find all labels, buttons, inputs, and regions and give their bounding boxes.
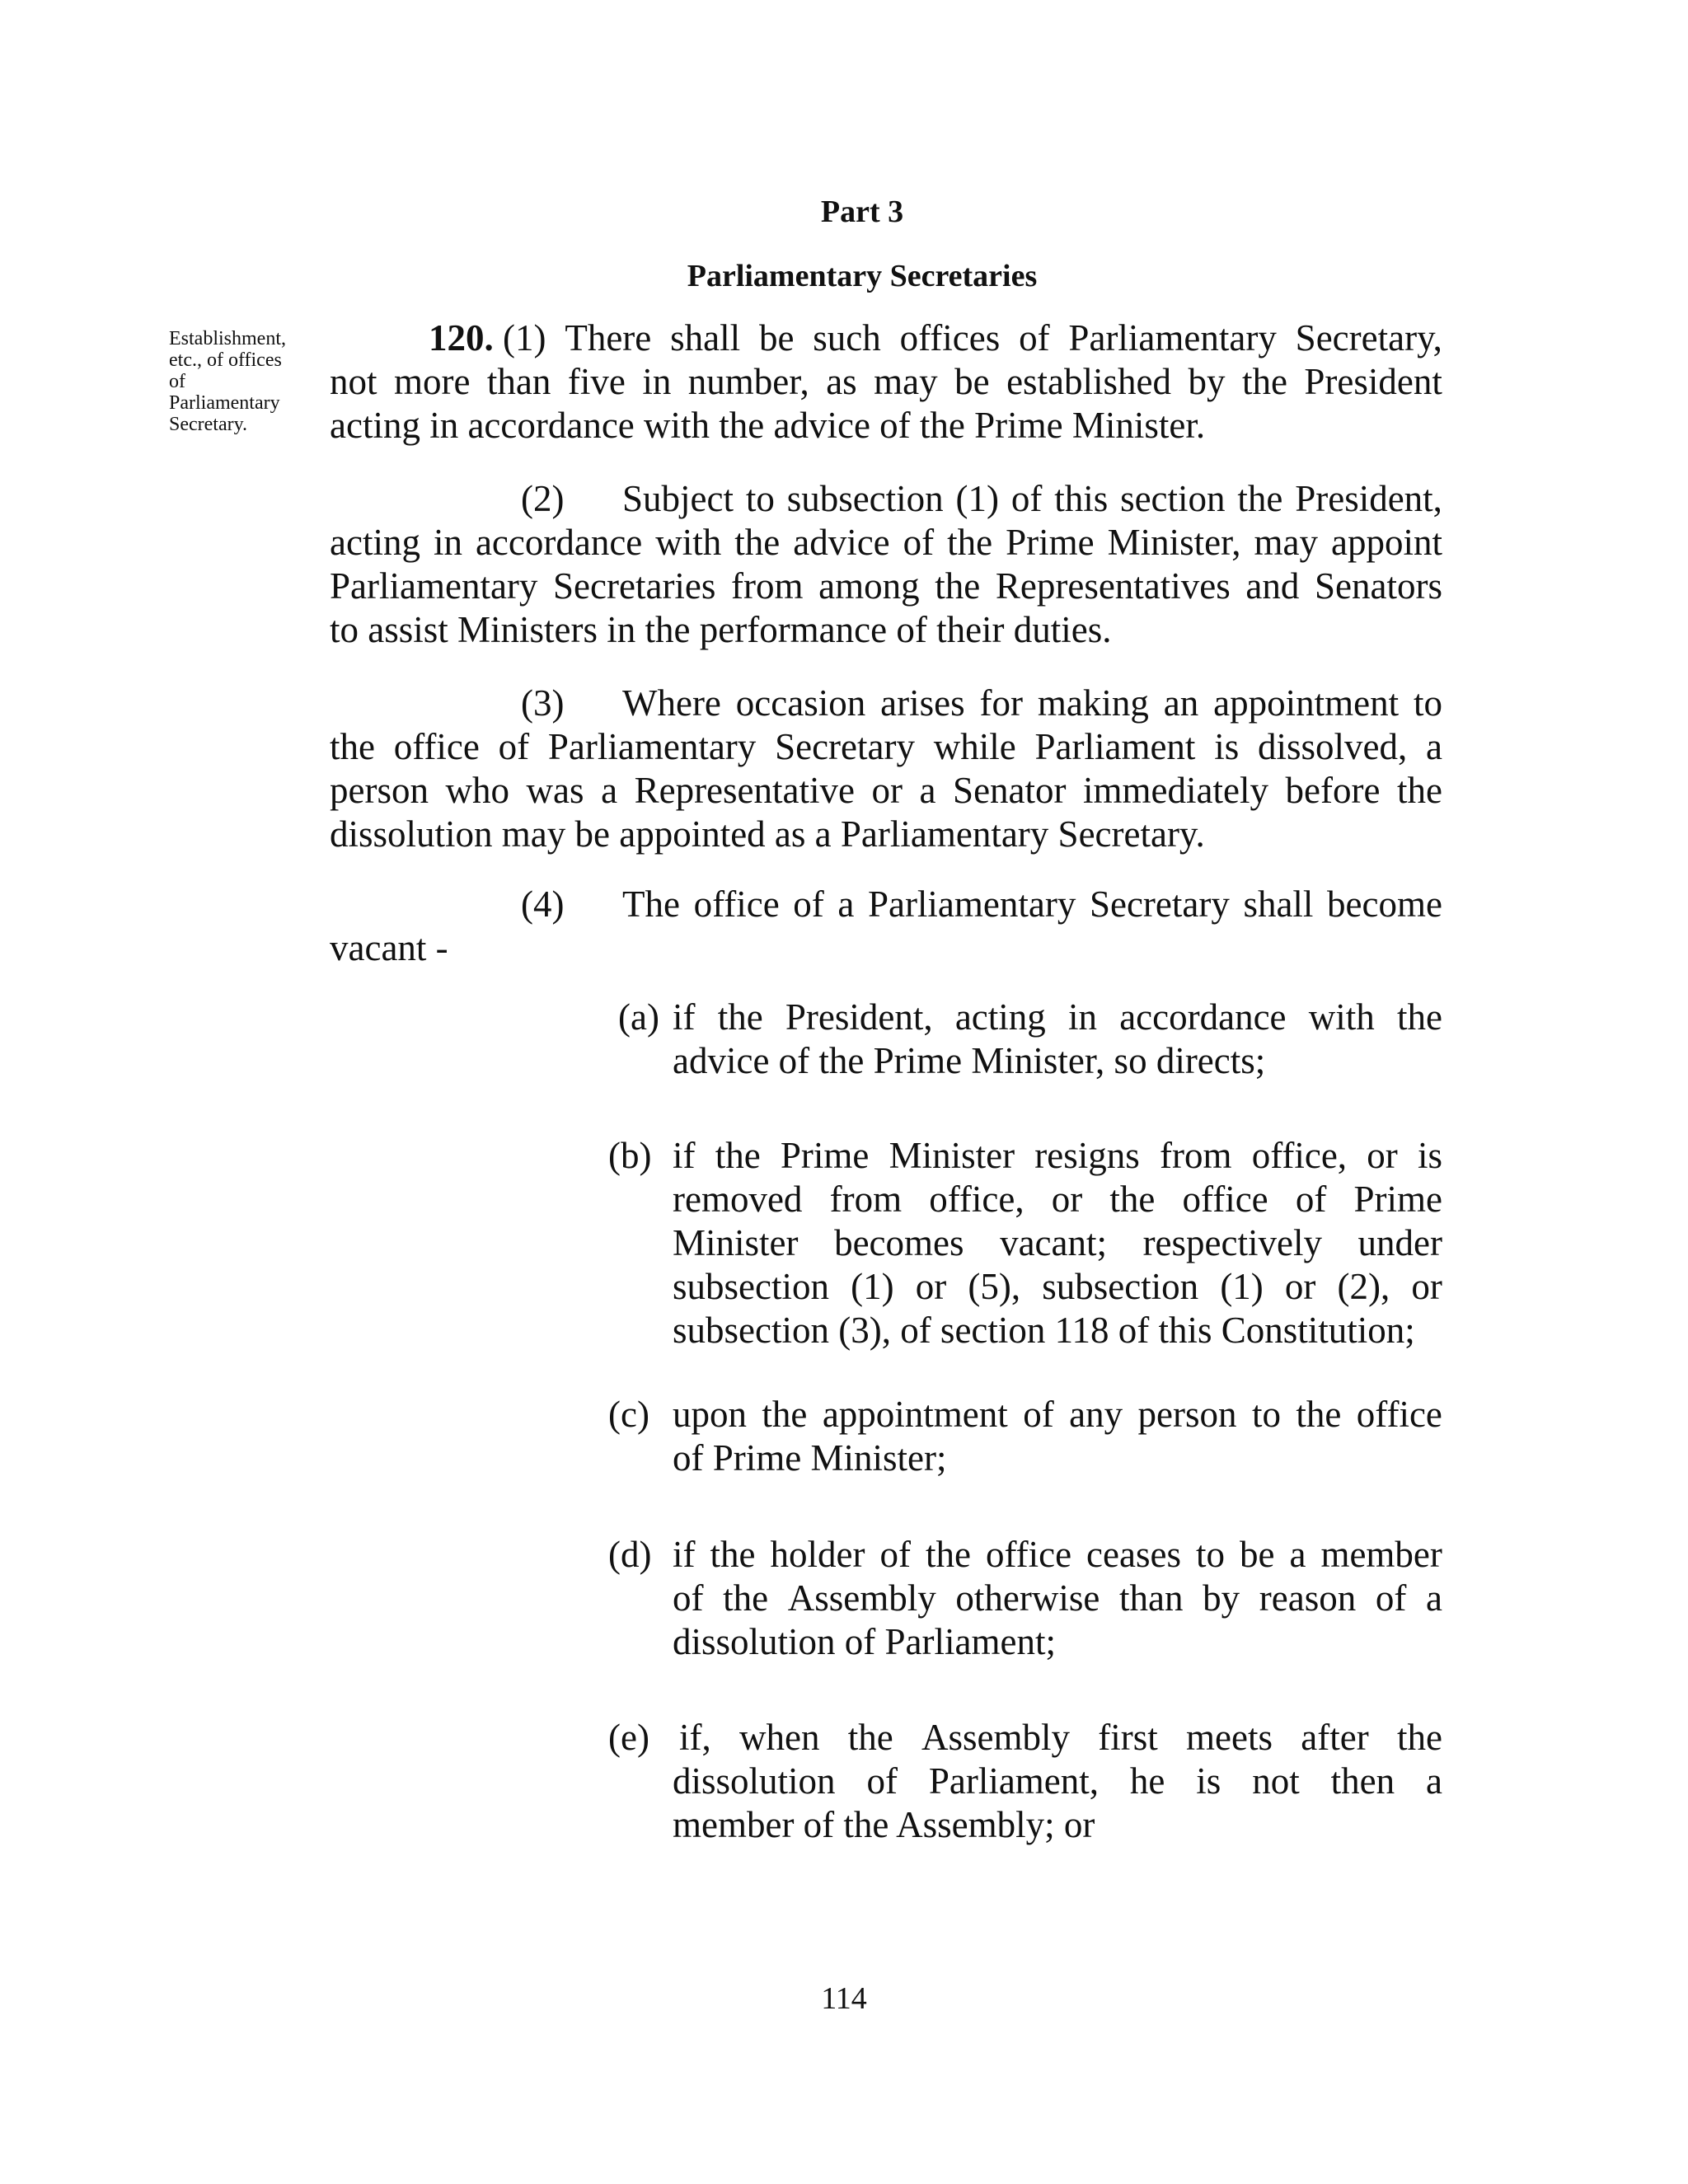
word: There bbox=[565, 317, 652, 359]
word: of bbox=[673, 1577, 704, 1619]
word: Prime bbox=[780, 1135, 870, 1176]
item-label: (a) bbox=[618, 996, 659, 1038]
item-label: (b) bbox=[608, 1135, 652, 1176]
word: is bbox=[1196, 1760, 1221, 1802]
word: upon bbox=[673, 1394, 747, 1435]
word: President, bbox=[1295, 478, 1442, 519]
item-line bbox=[673, 1134, 1442, 1178]
paragraph-line: vacant - bbox=[330, 927, 448, 968]
word: of bbox=[866, 1760, 898, 1802]
word: Prime bbox=[1006, 522, 1095, 563]
word: first bbox=[1098, 1717, 1158, 1758]
margin-note-line: Secretary. bbox=[169, 414, 248, 435]
word: Assembly bbox=[787, 1577, 936, 1619]
word: the bbox=[1296, 1394, 1342, 1435]
word: the bbox=[710, 1534, 756, 1575]
word: before bbox=[1285, 770, 1381, 811]
word: appointment bbox=[1213, 682, 1400, 724]
word: (1) bbox=[955, 478, 999, 519]
word: Where bbox=[622, 682, 721, 724]
word: of bbox=[903, 522, 935, 563]
word: with bbox=[1308, 996, 1375, 1038]
subsection-label: (4) bbox=[521, 883, 565, 925]
word: not bbox=[330, 361, 377, 402]
item-line: advice of the Prime Minister, so directs; bbox=[673, 1040, 1266, 1081]
word: after bbox=[1301, 1717, 1369, 1758]
word: Minister bbox=[889, 1135, 1015, 1176]
word: (1) bbox=[851, 1266, 894, 1307]
word: to bbox=[1413, 682, 1442, 724]
word: the bbox=[935, 565, 981, 607]
section-number: 120. bbox=[429, 317, 494, 359]
word: Secretary bbox=[775, 726, 915, 767]
word: of bbox=[1019, 317, 1050, 359]
word: this bbox=[1054, 478, 1109, 519]
word: subsection bbox=[1042, 1266, 1199, 1307]
word: be bbox=[1239, 1534, 1275, 1575]
word: or bbox=[1367, 1135, 1398, 1176]
paragraph-line bbox=[330, 725, 1442, 769]
word: be bbox=[954, 361, 990, 402]
word: Secretary bbox=[1089, 883, 1230, 925]
word: office bbox=[1182, 1179, 1268, 1220]
word: the bbox=[1241, 361, 1287, 402]
word: office, bbox=[1251, 1135, 1348, 1176]
word: number, bbox=[687, 361, 809, 402]
word: (1) bbox=[1220, 1266, 1264, 1307]
word: the bbox=[762, 1394, 808, 1435]
word: Secretary, bbox=[1295, 317, 1442, 359]
word: Representatives bbox=[995, 565, 1231, 607]
word: the bbox=[717, 996, 763, 1038]
word: any bbox=[1069, 1394, 1123, 1435]
word: of bbox=[498, 726, 530, 767]
word: Parliament bbox=[1034, 726, 1196, 767]
paragraph-line bbox=[330, 565, 1442, 608]
item-line bbox=[673, 1716, 1442, 1760]
word: of bbox=[793, 883, 824, 925]
item-line bbox=[673, 1760, 1442, 1803]
word: accordance bbox=[1119, 996, 1287, 1038]
word: the bbox=[947, 522, 993, 563]
word: The bbox=[622, 883, 680, 925]
item-line bbox=[673, 1265, 1442, 1309]
word: of bbox=[879, 1534, 911, 1575]
word: Minister bbox=[673, 1222, 799, 1263]
word: removed bbox=[673, 1179, 803, 1220]
word: Subject bbox=[622, 478, 734, 519]
word: and bbox=[1245, 565, 1300, 607]
word: Parliamentary bbox=[330, 565, 538, 607]
word: a bbox=[837, 883, 855, 925]
word: the bbox=[1237, 478, 1283, 519]
word: a bbox=[601, 770, 618, 811]
word: from bbox=[1160, 1135, 1232, 1176]
word: vacant; bbox=[1000, 1222, 1107, 1263]
word: the bbox=[1109, 1179, 1156, 1220]
word: Senators bbox=[1315, 565, 1442, 607]
margin-note bbox=[169, 328, 313, 435]
word: or bbox=[1284, 1266, 1316, 1307]
word: (2), bbox=[1337, 1266, 1390, 1307]
word: immediately bbox=[1083, 770, 1268, 811]
word: the bbox=[1396, 1717, 1442, 1758]
word: from bbox=[731, 565, 804, 607]
word: Parliamentary bbox=[1068, 317, 1277, 359]
word: Secretaries bbox=[553, 565, 716, 607]
word: by bbox=[1188, 361, 1226, 402]
word: to bbox=[1195, 1534, 1225, 1575]
word: or bbox=[1411, 1266, 1442, 1307]
word: a bbox=[1425, 1760, 1442, 1802]
word: is bbox=[1214, 726, 1240, 767]
word: acting bbox=[330, 522, 420, 563]
word: than bbox=[486, 361, 551, 402]
word: accordance bbox=[475, 522, 643, 563]
word: among bbox=[818, 565, 920, 607]
word: office bbox=[985, 1534, 1072, 1575]
word: Representative bbox=[634, 770, 855, 811]
word: if bbox=[673, 996, 696, 1038]
word: than bbox=[1119, 1577, 1184, 1619]
word: making bbox=[1037, 682, 1149, 724]
word: he bbox=[1129, 1760, 1165, 1802]
word: an bbox=[1163, 682, 1199, 724]
word: while bbox=[933, 726, 1016, 767]
item-e bbox=[608, 1716, 1442, 1847]
word: a bbox=[1426, 726, 1442, 767]
word: then bbox=[1330, 1760, 1395, 1802]
item-line: of Prime Minister; bbox=[673, 1437, 947, 1479]
margin-note-line: Parliamentary bbox=[169, 392, 280, 414]
word: section bbox=[1120, 478, 1226, 519]
item-line bbox=[673, 1393, 1442, 1436]
word: holder bbox=[770, 1534, 865, 1575]
word: person bbox=[330, 770, 429, 811]
margin-note-line: of bbox=[169, 371, 185, 392]
item-line: subsection (3), of section 118 of this Constitution; bbox=[673, 1310, 1415, 1351]
word: President, bbox=[785, 996, 933, 1038]
word: for bbox=[979, 682, 1023, 724]
word: the bbox=[330, 726, 375, 767]
item-line bbox=[673, 1533, 1442, 1577]
word: Parliamentary bbox=[547, 726, 757, 767]
word: Parliament, bbox=[928, 1760, 1100, 1802]
item-line bbox=[673, 1577, 1442, 1620]
paragraph-line bbox=[330, 769, 1442, 813]
word: appointment bbox=[822, 1394, 1008, 1435]
word: of bbox=[1295, 1179, 1327, 1220]
word: ceases bbox=[1086, 1534, 1181, 1575]
word: such bbox=[813, 317, 881, 359]
word: advice bbox=[793, 522, 890, 563]
word: subsection bbox=[673, 1266, 829, 1307]
subsection-4 bbox=[330, 883, 1442, 970]
word: the bbox=[723, 1577, 769, 1619]
item-line bbox=[673, 1221, 1442, 1265]
section-120 bbox=[330, 316, 1442, 448]
word: from bbox=[829, 1179, 903, 1220]
word: as bbox=[826, 361, 857, 402]
word: Parliamentary bbox=[867, 883, 1076, 925]
item-line: member of the Assembly; or bbox=[673, 1804, 1095, 1845]
word: established bbox=[1006, 361, 1172, 402]
part-heading: Part 3 bbox=[820, 194, 904, 229]
word: to bbox=[1251, 1394, 1281, 1435]
subsection-label: (2) bbox=[521, 478, 565, 519]
subsection-label: (3) bbox=[521, 682, 565, 724]
word: in bbox=[433, 522, 462, 563]
item-label: (d) bbox=[608, 1534, 652, 1575]
word: under bbox=[1357, 1222, 1442, 1263]
word: the bbox=[715, 1135, 761, 1176]
word: the bbox=[1396, 996, 1442, 1038]
word: was bbox=[526, 770, 584, 811]
item-a bbox=[608, 996, 1442, 1083]
word: dissolved, bbox=[1257, 726, 1408, 767]
word: office bbox=[693, 883, 780, 925]
word: by bbox=[1203, 1577, 1240, 1619]
word: a bbox=[1426, 1577, 1442, 1619]
word: the bbox=[734, 522, 781, 563]
word: otherwise bbox=[955, 1577, 1100, 1619]
word: appoint bbox=[1330, 522, 1442, 563]
word: of bbox=[1010, 478, 1043, 519]
word: respectively bbox=[1142, 1222, 1322, 1263]
word: office, bbox=[929, 1179, 1025, 1220]
word: Senator bbox=[953, 770, 1067, 811]
paragraph-line bbox=[622, 477, 1442, 521]
paragraph-line bbox=[622, 883, 1442, 926]
word: when bbox=[739, 1717, 820, 1758]
word: in bbox=[642, 361, 672, 402]
subsection-2 bbox=[330, 477, 1442, 652]
word: member bbox=[1320, 1534, 1442, 1575]
subsection-3 bbox=[330, 682, 1442, 856]
word: five bbox=[567, 361, 626, 402]
word: Assembly bbox=[921, 1717, 1071, 1758]
page-number: 114 bbox=[821, 1981, 867, 2016]
word: of bbox=[1023, 1394, 1054, 1435]
word: (5), bbox=[968, 1266, 1021, 1307]
word: with bbox=[655, 522, 722, 563]
word: or bbox=[871, 770, 903, 811]
word: arises bbox=[880, 682, 965, 724]
word: or bbox=[915, 1266, 947, 1307]
word: or bbox=[1051, 1179, 1083, 1220]
section-title: Parliamentary Secretaries bbox=[687, 259, 1038, 293]
paragraph-line bbox=[622, 682, 1442, 725]
word: person bbox=[1137, 1394, 1237, 1435]
word: office bbox=[393, 726, 480, 767]
word: becomes bbox=[834, 1222, 964, 1263]
word: occasion bbox=[735, 682, 866, 724]
word: Minister, bbox=[1107, 522, 1241, 563]
word: Prime bbox=[1353, 1179, 1442, 1220]
word: reason bbox=[1259, 1577, 1357, 1619]
word: office bbox=[1356, 1394, 1442, 1435]
item-d bbox=[608, 1533, 1442, 1664]
item-label: (c) bbox=[608, 1394, 649, 1435]
word: who bbox=[445, 770, 510, 811]
word: in bbox=[1067, 996, 1097, 1038]
word: dissolution bbox=[673, 1760, 836, 1802]
margin-note-line: etc., of offices bbox=[169, 349, 282, 371]
word: may bbox=[1254, 522, 1318, 563]
word: not bbox=[1252, 1760, 1300, 1802]
word: the bbox=[925, 1534, 971, 1575]
word: of bbox=[1375, 1577, 1407, 1619]
word: more bbox=[393, 361, 471, 402]
word: President bbox=[1304, 361, 1442, 402]
word: resigns bbox=[1034, 1135, 1140, 1176]
word: to bbox=[745, 478, 775, 519]
word: acting bbox=[954, 996, 1046, 1038]
word: shall bbox=[670, 317, 741, 359]
item-c bbox=[608, 1393, 1442, 1480]
item-line bbox=[673, 996, 1442, 1039]
paragraph-line bbox=[330, 521, 1442, 565]
word: a bbox=[1289, 1534, 1306, 1575]
item-label: (e) bbox=[608, 1717, 649, 1758]
word: if bbox=[673, 1534, 696, 1575]
word: may bbox=[874, 361, 938, 402]
word: the bbox=[847, 1717, 893, 1758]
word: become bbox=[1327, 883, 1442, 925]
word: is bbox=[1417, 1135, 1442, 1176]
paragraph-line: acting in accordance with the advice of the Prime Minister. bbox=[330, 405, 1206, 446]
word: if, bbox=[679, 1717, 711, 1758]
item-line: dissolution of Parliament; bbox=[673, 1621, 1056, 1662]
paragraph-line: to assist Ministers in the performance of their duties. bbox=[330, 609, 1112, 650]
word: a bbox=[919, 770, 936, 811]
item-b bbox=[608, 1134, 1442, 1352]
word: offices bbox=[899, 317, 1001, 359]
item-line bbox=[673, 1178, 1442, 1221]
word: if bbox=[673, 1135, 696, 1176]
word: subsection bbox=[786, 478, 944, 519]
paragraph-line: dissolution may be appointed as a Parliamentary Secretary. bbox=[330, 813, 1205, 855]
word: meets bbox=[1186, 1717, 1273, 1758]
margin-note-line: Establishment, bbox=[169, 328, 286, 349]
word: be bbox=[758, 317, 795, 359]
word: shall bbox=[1243, 883, 1314, 925]
word: the bbox=[1396, 770, 1442, 811]
subsection-label: (1) bbox=[503, 317, 546, 359]
